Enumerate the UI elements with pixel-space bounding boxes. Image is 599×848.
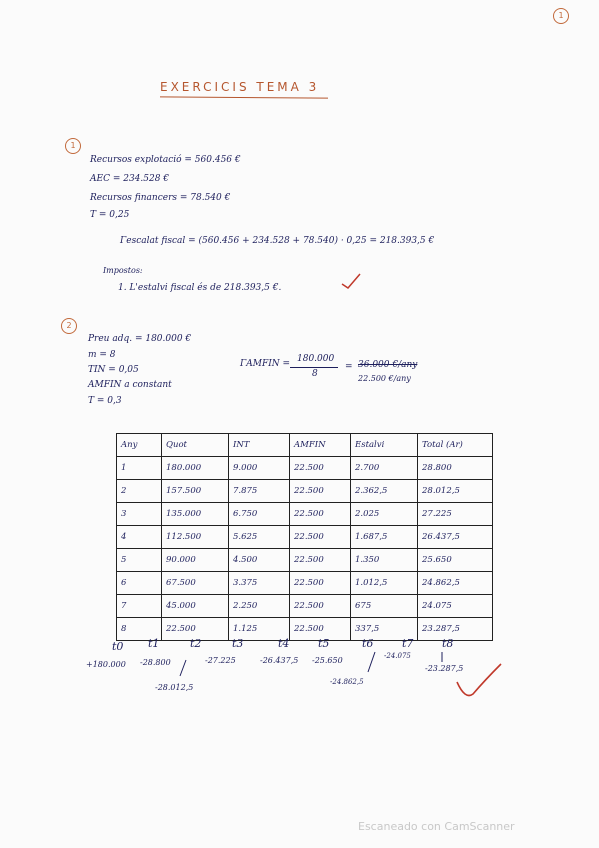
ex2-formula-denominator: 8 [312,369,318,379]
table-cell: 7 [117,595,162,618]
ex2-line: AMFIN a constant [88,380,172,390]
timeline-value: -25.650 [312,656,343,665]
table-cell: 4 [117,526,162,549]
table-cell: 1.012,5 [351,572,418,595]
timeline-below-value: -28.012,5 [155,683,194,692]
page-number: 1 [553,8,569,24]
timeline-stroke [368,652,375,672]
table-cell: 28.012,5 [418,480,493,503]
table-cell: 6.750 [229,503,290,526]
timeline-label: t5 [318,637,330,650]
table-cell: 24.075 [418,595,493,618]
timeline-label: t3 [232,637,244,650]
table-cell: 9.000 [229,457,290,480]
table-cell: 90.000 [162,549,229,572]
ex1-line: Recursos explotació = 560.456 € [90,155,241,165]
ex1-line: Recursos financers = 78.540 € [90,193,231,203]
table-cell: 27.225 [418,503,493,526]
table-cell: 1 [117,457,162,480]
table-cell: 8 [117,618,162,641]
table-cell: 4.500 [229,549,290,572]
table-cell: 1.125 [229,618,290,641]
table-cell: 6 [117,572,162,595]
table-cell: 26.437,5 [418,526,493,549]
table-cell: 180.000 [162,457,229,480]
table-cell: 2.250 [229,595,290,618]
table-cell: 28.800 [418,457,493,480]
table-cell: 22.500 [290,549,351,572]
ex2-formula-equals: = [345,362,353,372]
table-cell: 25.650 [418,549,493,572]
ex2-line: m = 8 [88,350,116,360]
table-cell: 112.500 [162,526,229,549]
timeline-label: t0 [112,640,124,653]
ex2-formula-lhs: ΓAMFIN = [240,359,291,369]
table-header: INT [229,434,290,457]
timeline-value: -28.800 [140,658,171,667]
timeline-label: t6 [362,637,374,650]
table-cell: 24.862,5 [418,572,493,595]
timeline-value: +180.000 [86,660,126,669]
ex2-formula-struck: 36.000 €/any [358,360,418,370]
table-cell: 157.500 [162,480,229,503]
ex1-result-label: Impostos: [103,266,143,275]
timeline-stroke [180,660,186,676]
table-cell: 45.000 [162,595,229,618]
timeline-label: t7 [402,637,414,650]
table-cell: 3 [117,503,162,526]
timeline-value: -23.287,5 [425,664,464,673]
timeline-value: -26.437,5 [260,656,299,665]
table-header: Estalvi [351,434,418,457]
table-cell: 22.500 [290,618,351,641]
table-header: Quot [162,434,229,457]
table-cell: 1.687,5 [351,526,418,549]
table-cell: 2.700 [351,457,418,480]
timeline-label: t1 [148,637,160,650]
table-cell: 2.362,5 [351,480,418,503]
check-mark-icon [455,660,503,700]
table-cell: 22.500 [290,457,351,480]
table-cell: 7.875 [229,480,290,503]
ex1-formula: Γescalat fiscal = (560.456 + 234.528 + 78.540) · 0,25 = 218.393,5 € [120,236,435,246]
timeline-label: t2 [190,637,202,650]
table-cell: 22.500 [290,480,351,503]
table-cell: 67.500 [162,572,229,595]
scanner-watermark: Escaneado con CamScanner [358,820,515,833]
table-cell: 22.500 [290,572,351,595]
table-cell: 5 [117,549,162,572]
table-cell: 1.350 [351,549,418,572]
ex1-line: AEC = 234.528 € [90,174,170,184]
ex2-line: T = 0,3 [88,396,122,406]
table-cell: 23.287,5 [418,618,493,641]
table-header: Any [117,434,162,457]
page-title: EXERCICIS TEMA 3 [160,80,320,94]
ex2-line: Preu adq. = 180.000 € [88,334,192,344]
timeline-below-value: -24.862,5 [330,678,364,686]
table-cell: 5.625 [229,526,290,549]
exercise-1-number: 1 [65,138,81,154]
ex1-line: T = 0,25 [90,210,130,220]
ex2-formula-numerator: 180.000 [297,354,335,364]
table-cell: 337,5 [351,618,418,641]
table-cell: 135.000 [162,503,229,526]
ex2-line: TIN = 0,05 [88,365,139,375]
table-cell: 22.500 [290,595,351,618]
timeline-label: t4 [278,637,290,650]
ex2-formula-result: 22.500 €/any [358,374,411,383]
ex1-result-text: 1. L'estalvi fiscal és de 218.393,5 €. [118,283,282,293]
table-cell: 2.025 [351,503,418,526]
timeline-value: -27.225 [205,656,236,665]
table-cell: 675 [351,595,418,618]
table-cell: 22.500 [290,503,351,526]
exercise-2-number: 2 [61,318,77,334]
table-cell: 22.500 [290,526,351,549]
table-cell: 22.500 [162,618,229,641]
table-cell: 2 [117,480,162,503]
table-header: Total (Ar) [418,434,493,457]
table-header: AMFIN [290,434,351,457]
timeline-label: t8 [442,637,454,650]
table-cell: 3.375 [229,572,290,595]
timeline-value: -24.075 [384,652,411,660]
